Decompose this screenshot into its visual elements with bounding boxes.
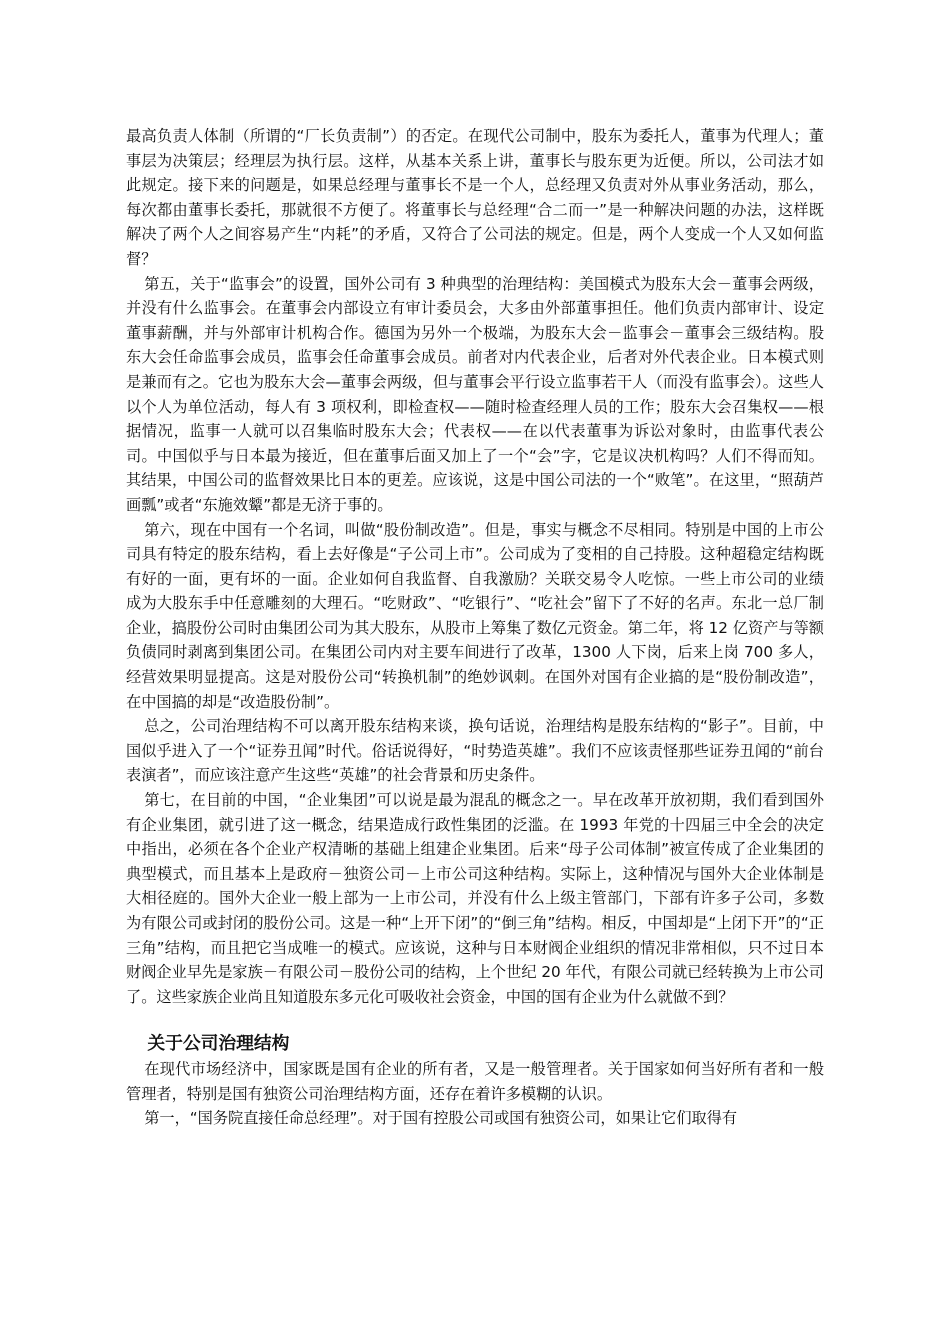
paragraph-state-role: 在现代市场经济中，国家既是国有企业的所有者，又是一般管理者。关于国家如何当好所有者和一般管理者，特别是国有独资公司治理结构方面，还存在着许多模糊的认识。 — [126, 1059, 824, 1103]
paragraph-sixth-shareholding-reform: 第六，现在中国有一个名词，叫做“股份制改造”。但是，事实与概念不尽相同。特别是中国的上市公司具有特定的股东结构，看上去好像是“子公司上市”。公司成为了变相的自己持股。这种超稳定结构既有好的一面，更有坏的一面。企业如何自我监督、自我激励？关联交易令人吃惊。一些上市公司的业绩成为大股东手中任意雕刻的大理石。“吃财政”、“吃银行”、“吃社会”留下了不好的名声。东北一总厂制企业，搞股份公司时由集团公司为其大股东，从股市上筹集了数亿元资金。第二年，将 12 亿资产与等额负债同时剥离到集团公司。在集团公司内对主要车间进行了改革，1300 人下岗，后来上岗 700 多人，经营效果明显提高。这是对股份公司“转换机制”的绝妙讽刺。在国外对国有企业搞的是“股份制改造”，在中国搞的却是“改造股份制”。 — [126, 520, 824, 711]
paragraph-fifth-supervisory-board: 第五，关于“监事会”的设置，国外公司有 3 种典型的治理结构：美国模式为股东大会－董事会两级，并没有什么监事会。在董事会内部设立有审计委员会，大多由外部董事担任。他们负责内部审计、设定董事薪酬，并与外部审计机构合作。德国为另外一个极端，为股东大会－监事会－董事会三级结构。股东大会任命监事会成员，监事会任命董事会成员。前者对内代表企业，后者对外代表企业。日本模式则是兼而有之。它也为股东大会—董事会两级，但与董事会平行设立监事若干人（而没有监事会）。这些人以个人为单位活动，每人有 3 项权利，即检查权——随时检查经理人员的工作；股东大会召集权——根据情况，监事一人就可以召集临时股东大会；代表权——在以代表董事为诉讼对象时，由监事代表公司。中国似乎与日本最为接近，但在董事后面又加上了一个“会”字，它是议决机构吗？人们不得而知。其结果，中国公司的监督效果比日本的更差。应该说，这是中国公司法的一个“败笔”。在这里，“照葫芦画瓢”或者“东施效颦”都是无济于事的。 — [126, 274, 824, 514]
paragraph-seventh-enterprise-group: 第七，在目前的中国，“企业集团”可以说是最为混乱的概念之一。早在改革开放初期，我们看到国外有企业集团，就引进了这一概念，结果造成行政性集团的泛滥。在 1993 年党的十四届三中全会的决定中指出，必须在各个企业产权清晰的基础上组建企业集团。后来“母子公司体制”被宣传成了企业集团的典型模式，而且基本上是政府－独资公司－上市公司这种结构。实际上，这种情况与国外大企业体制是大相径庭的。国外大企业一般上部为一上市公司，并没有什么上级主管部门，下部有许多子公司，多数为有限公司或封闭的股份公司。这是一种“上开下闭”的“倒三角”结构。相反，中国却是“上闭下开”的“正三角”结构，而且把它当成唯一的模式。应该说，这种与日本财阀企业组织的情况非常相似，只不过日本财阀企业早先是家族－有限公司－股份公司的结构，上个世纪 20 年代，有限公司就已经转换为上市公司了。这些家族企业尚且知道股东多元化可吸收社会资金，中国的国有企业为什么就做不到？ — [126, 791, 824, 1006]
section-heading: 关于公司治理结构 — [147, 1033, 290, 1055]
paragraph-ceo-system: 最高负责人体制（所谓的“厂长负责制”）的否定。在现代公司制中，股东为委托人，董事为代理人；董事层为决策层；经理层为执行层。这样，从基本关系上讲，董事长与股东更为近便。所以，公司法才如此规定。接下来的问题是，如果总经理与董事长不是一个人，总经理又负责对外从事业务活动，那么，每次都由董事长委托，那就很不方便了。将董事长与总经理“合二而一”是一种解决问题的办法，这样既解决了两个人之间容易产生“内耗”的矛盾，又符合了公司法的规定。但是，两个人变成一个人又如何监督？ — [126, 127, 824, 268]
document-page — [126, 124, 824, 1131]
paragraph-summary: 总之，公司治理结构不可以离开股东结构来谈，换句话说，治理结构是股东结构的“影子”。目前，中国似乎进入了一个“证券丑闻”时代。俗话说得好，“时势造英雄”。我们不应该责怪那些证券丑闻的“前台表演者”，而应该注意产生这些“英雄”的社会背景和历史条件。 — [126, 717, 824, 785]
paragraph-first-appointment: 第一，“国务院直接任命总经理”。对于国有控股公司或国有独资公司，如果让它们取得有 — [144, 1109, 738, 1128]
